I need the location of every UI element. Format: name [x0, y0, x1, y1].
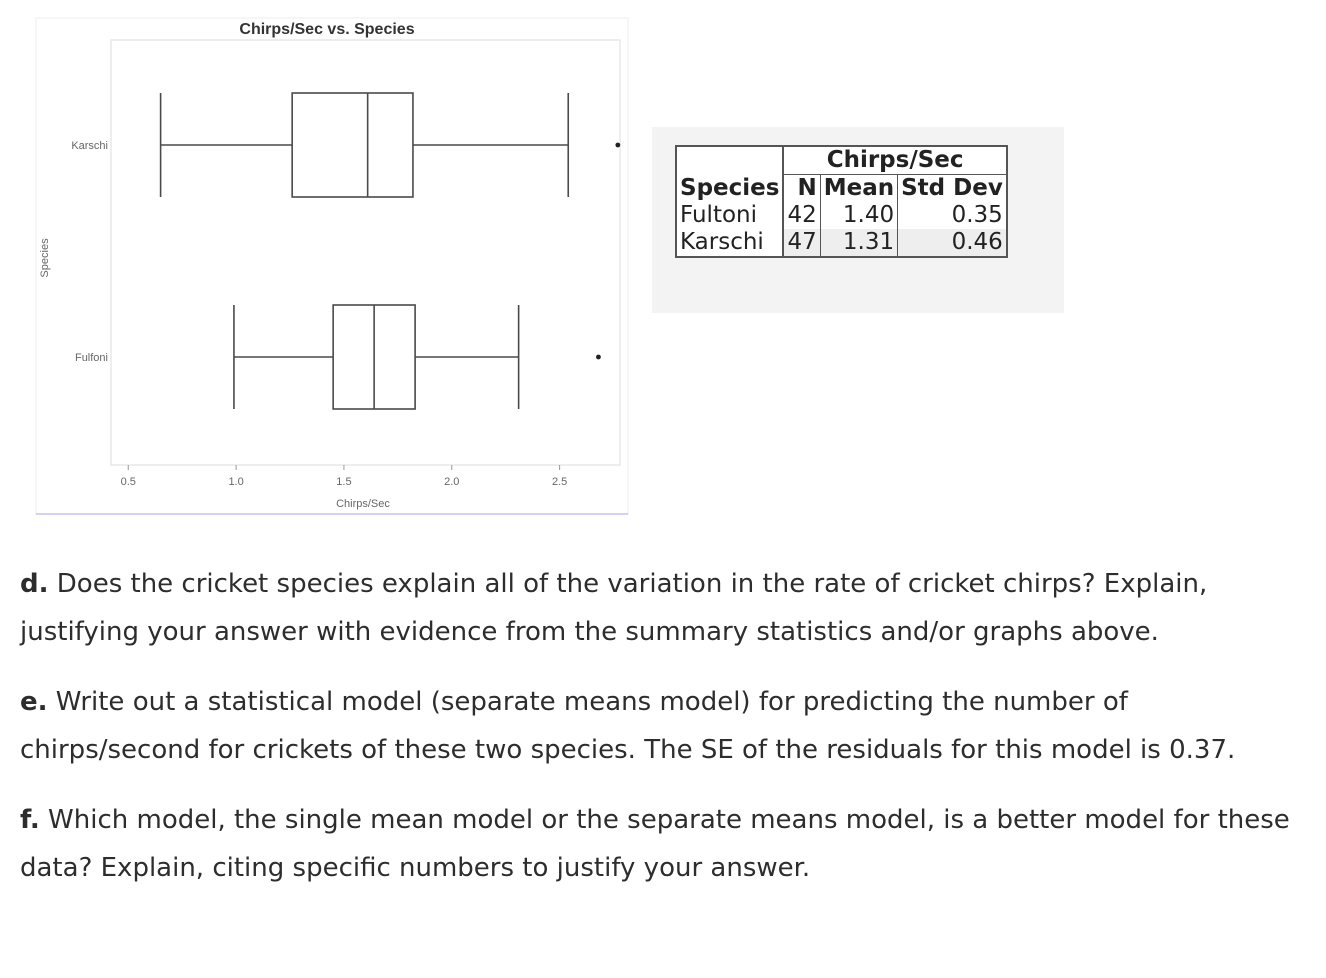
question-e — [20, 678, 1310, 774]
x-tick-label: 2.0 — [444, 476, 460, 488]
summary-stats-table — [675, 145, 1008, 258]
header-n: N — [783, 175, 820, 203]
cell-mean: 1.40 — [820, 202, 897, 229]
outlier-point — [596, 355, 601, 360]
question-letter: e. — [20, 687, 48, 717]
x-tick-label: 2.5 — [551, 476, 568, 488]
y-category-label: Fulfoni — [74, 352, 108, 364]
cell-species: Karschi — [676, 229, 783, 257]
outlier-point — [615, 143, 620, 148]
question-text: Write out a statistical model (separate means model) for predicting the number of chirps/second for crickets of these two species. The SE of the residuals for this model is 0.37. — [20, 687, 1236, 765]
boxplot-svg — [0, 0, 640, 530]
question-f — [20, 796, 1310, 892]
header-std-dev: Std Dev — [898, 175, 1007, 203]
cell-mean: 1.31 — [820, 229, 897, 257]
table-corner-cell — [676, 146, 783, 175]
header-mean: Mean — [820, 175, 897, 203]
cell-n: 42 — [783, 202, 820, 229]
cell-species: Fultoni — [676, 202, 783, 229]
table-row — [676, 202, 1007, 229]
cell-std-dev: 0.35 — [898, 202, 1007, 229]
table-header-row — [676, 175, 1007, 203]
x-axis-title: Chirps/Sec — [336, 498, 390, 510]
question-list — [20, 560, 1310, 914]
box-iqr — [292, 93, 413, 197]
header-species: Species — [676, 175, 783, 203]
x-tick-label: 1.5 — [336, 476, 352, 488]
question-text: Which model, the single mean model or the separate means model, is a better model for these data? Explain, citing specific numbers to justify your answer. — [20, 805, 1290, 883]
cell-n: 47 — [783, 229, 820, 257]
boxplot-chart — [0, 0, 640, 530]
y-category-label: Karschi — [71, 140, 108, 152]
x-tick-label: 1.0 — [228, 476, 244, 488]
x-tick-label: 0.5 — [120, 476, 136, 488]
cell-std-dev: 0.46 — [898, 229, 1007, 257]
table-row — [676, 229, 1007, 257]
table-group-header: Chirps/Sec — [783, 146, 1006, 175]
question-letter: f. — [20, 805, 40, 835]
question-text: Does the cricket species explain all of the variation in the rate of cricket chirps? Explain, justifying your answer with evidence from the summary statistics and/or graphs above. — [20, 569, 1208, 647]
table-group-header-row — [676, 146, 1007, 175]
chart-title: Chirps/Sec vs. Species — [239, 21, 415, 38]
question-d — [20, 560, 1310, 656]
question-letter: d. — [20, 569, 49, 599]
y-axis-title: Species — [39, 238, 51, 278]
